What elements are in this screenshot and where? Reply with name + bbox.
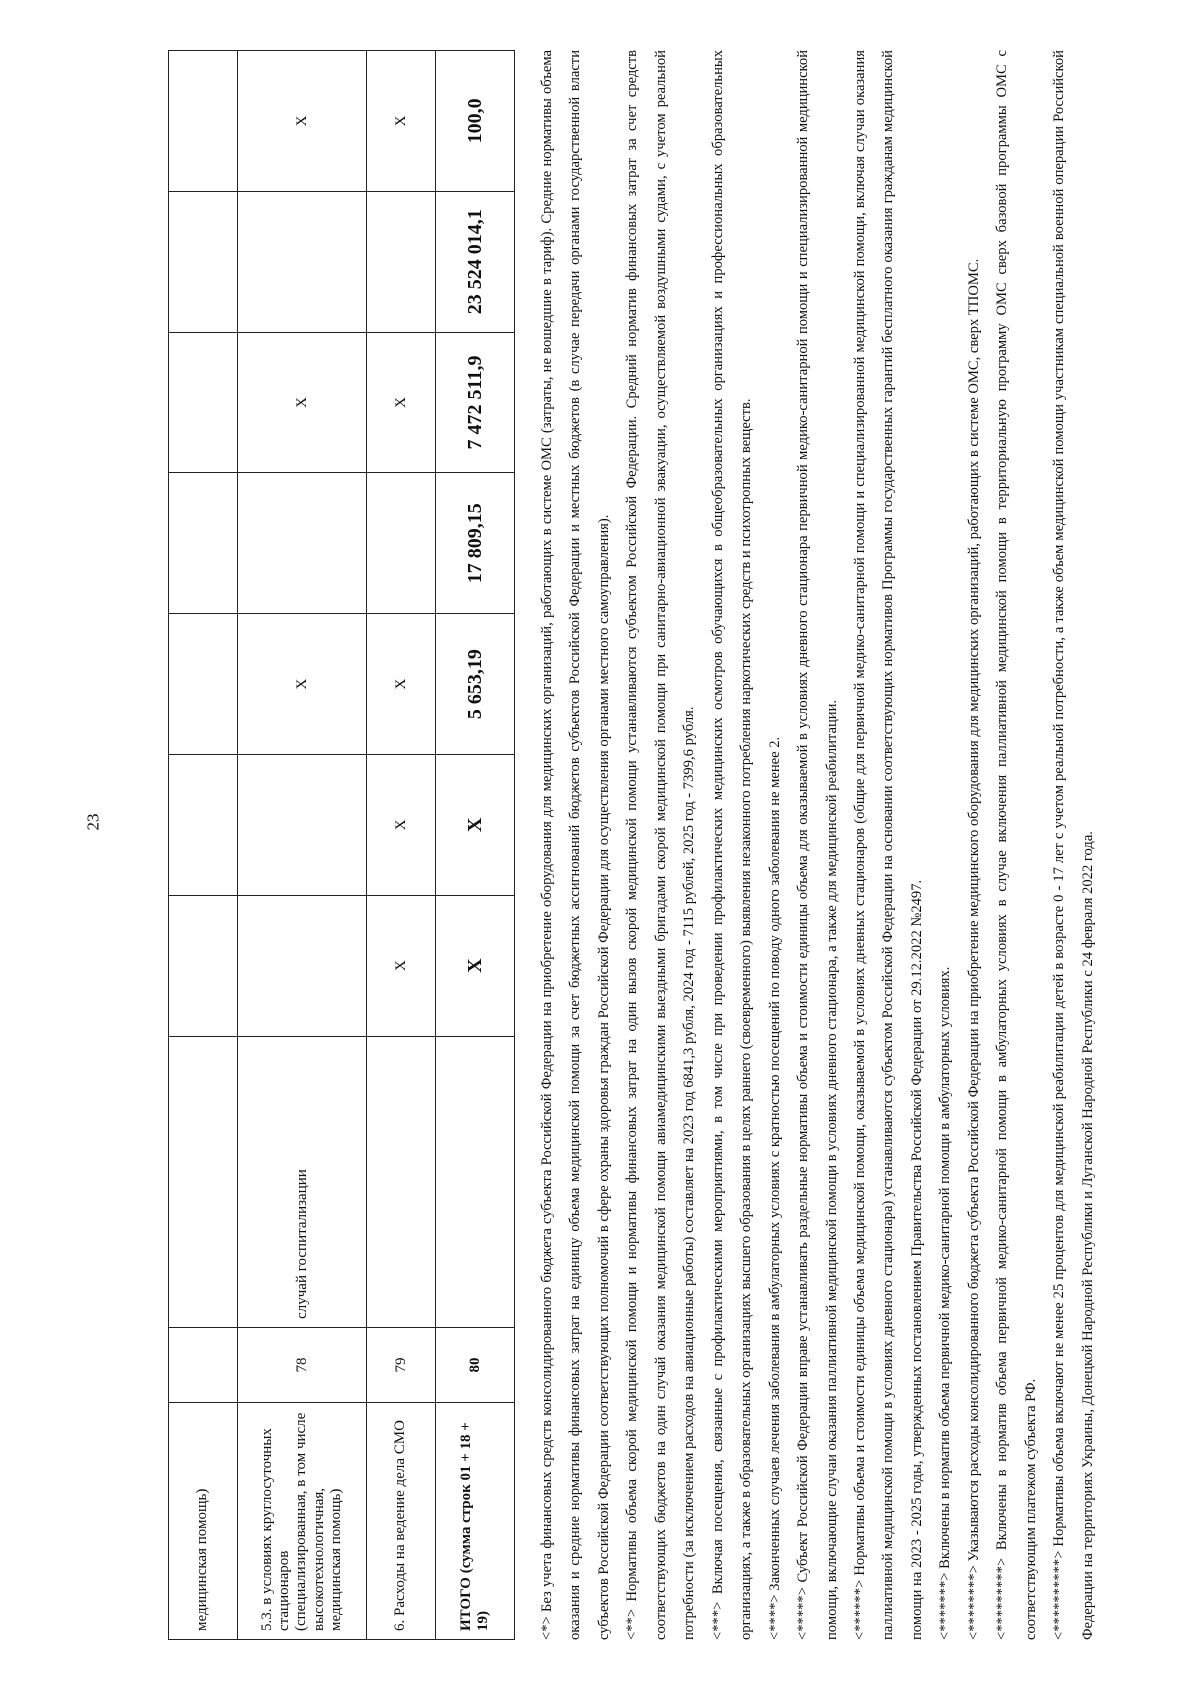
footnote: <***> Включая посещения, связанные с профилактическими мероприятиями, в том числе при проведении профилактических медицинских осмотров обучающихся в общеобразовательных организациях и профессиональных образовательных организациях, а также в образовательных организациях высшего образования в целях раннего (своевременного) выявления незаконного потребления наркотических средств и психотропных веществ. (709, 50, 755, 1640)
cell-value: X (238, 332, 367, 473)
footnotes (533, 50, 1102, 1640)
cell-line: 79 (367, 1327, 436, 1402)
footnote: <******> Нормативы объема и стоимости единицы объема медицинской помощи, оказываемой в условиях дневных стационаров (общие для первичной медико-санитарной помощи и специализированной медицинской помощи, включая случаи оказания паллиативной медицинской помощи в условиях дневного стационара) устанавливаются субъектом Российской Федерации на основании соответствующих нормативов Программы государственных гарантий бесплатного оказания гражданам медицинской помощи на 2023 - 2025 годы, утвержденных постановлением Правительства Российской Федерации от 29.12.2022 №2497. (851, 50, 925, 1640)
cell-value: X (436, 754, 515, 895)
cell-value (238, 191, 367, 332)
cell-value: X (367, 895, 436, 1036)
cell-value (238, 754, 367, 895)
footnote: <*****> Субъект Российской Федерации вправе устанавливать раздельные нормативы объема и стоимости единицы объема для оказываемой в условиях дневного стационара первичной медико-санитарной помощи и специализированной медицинской помощи, включающие случаи оказания паллиативной медицинской помощи в условиях дневного стационара, а также для медицинской реабилитации. (795, 50, 840, 1640)
cell-name: 6. Расходы на ведение дела СМО (367, 1403, 436, 1640)
table-row-total (436, 51, 515, 1640)
cell-value: 7 472 511,9 (436, 332, 515, 473)
cell-value (238, 895, 367, 1036)
cell-value (238, 473, 367, 614)
cell-value (367, 473, 436, 614)
cell-unit (367, 1036, 436, 1327)
page-number: 23 (83, 813, 103, 831)
cell-unit: случай госпитализации (238, 1036, 367, 1327)
cell-value: 100,0 (436, 51, 515, 192)
cell-value: 5 653,19 (436, 614, 515, 755)
cell-value (367, 191, 436, 332)
footnote: <****> Законченных случаев лечения заболевания в амбулаторных условиях с кратностью посещений по поводу одного заболевания не менее 2. (766, 736, 783, 1640)
financing-table (168, 50, 515, 1640)
cell-name: медицинская помощь) (169, 1403, 238, 1640)
table-row (238, 51, 367, 1640)
footnote: <**********> Нормативы объема включают не менее 25 процентов для медицинской реабилитации детей в возрасте 0 - 17 лет с учетом реальной потребности, а также объем медицинской помощи участникам специальной военной операции Российской Федерации на территориях Украины, Донецкой Народной Республики и Луганской Народной Республики с 24 февраля 2022 года. (1051, 50, 1096, 1640)
cell-line: 80 (436, 1327, 515, 1402)
footnote: <**> Нормативы объема скорой медицинской помощи и нормативы финансовых затрат на один вызов скорой медицинской помощи устанавливаются субъектом Российской Федерации. Средний норматив финансовых затрат за счет средств соответствующих бюджетов на один случай оказания медицинской помощи авиамедицинскими выездными бригадами скорой медицинской помощи при санитарно-авиационной эвакуации, осуществляемой воздушными судами, с учетом реальной потребности (за исключением расходов на авиационные работы) составляет на 2023 год 6841,3 рубля, 2024 год - 7115 рублей, 2025 год - 7399,6 рубля. (624, 50, 698, 1640)
cell-name: ИТОГО (сумма строк 01 + 18 + 19) (436, 1403, 515, 1640)
footnote: <*******> Включены в норматив объема первичной медико-санитарной помощи в амбулаторных условиях. (937, 966, 954, 1640)
cell-value: X (238, 51, 367, 192)
cell-line: 78 (238, 1327, 367, 1402)
table-row (367, 51, 436, 1640)
cell-value: X (238, 614, 367, 755)
footnote: <*> Без учета финансовых средств консолидированного бюджета субъекта Российской Федерации на приобретение оборудования для медицинских организаций, работающих в системе ОМС (затраты, не вошедшие в тариф). Средние нормативы объема оказания и средние нормативы финансовых затрат на единицу объема медицинской помощи за счет бюджетных ассигнований бюджетов субъектов Российской Федерации и местных бюджетов (в случае передачи органами государственной власти субъектов Российской Федерации соответствующих полномочий в сфере охраны здоровья граждан Российской Федерации для осуществления органами местного самоуправления). (539, 50, 612, 1640)
footnote: <*********> Включены в норматив объема первичной медико-санитарной помощи в амбулаторных условиях в случае включения паллиативной медицинской помощи в территориальную программу ОМС сверх базовой программы ОМС с соответствующим платежом субъекта РФ. (994, 50, 1039, 1640)
rotated-landscape-content (168, 20, 1108, 1640)
cell-value: 23 524 014,1 (436, 191, 515, 332)
cell-value: X (436, 895, 515, 1036)
cell-value: X (367, 754, 436, 895)
footnote: <********> Указываются расходы консолидированного бюджета субъекта Российской Федерации на приобретение медицинского оборудования для медицинских организаций, работающих в системе ОМС, сверх ТПОМС. (965, 258, 982, 1640)
cell-value: 17 809,15 (436, 473, 515, 614)
cell-name: 5.3. в условиях круглосуточных стационаров (специализированная, в том числе высокотехнологичная, медицинская помощь) (238, 1403, 367, 1640)
table-row (169, 51, 238, 1640)
cell-unit (436, 1036, 515, 1327)
cell-value: X (367, 614, 436, 755)
cell-value: X (367, 332, 436, 473)
cell-value: X (367, 51, 436, 192)
